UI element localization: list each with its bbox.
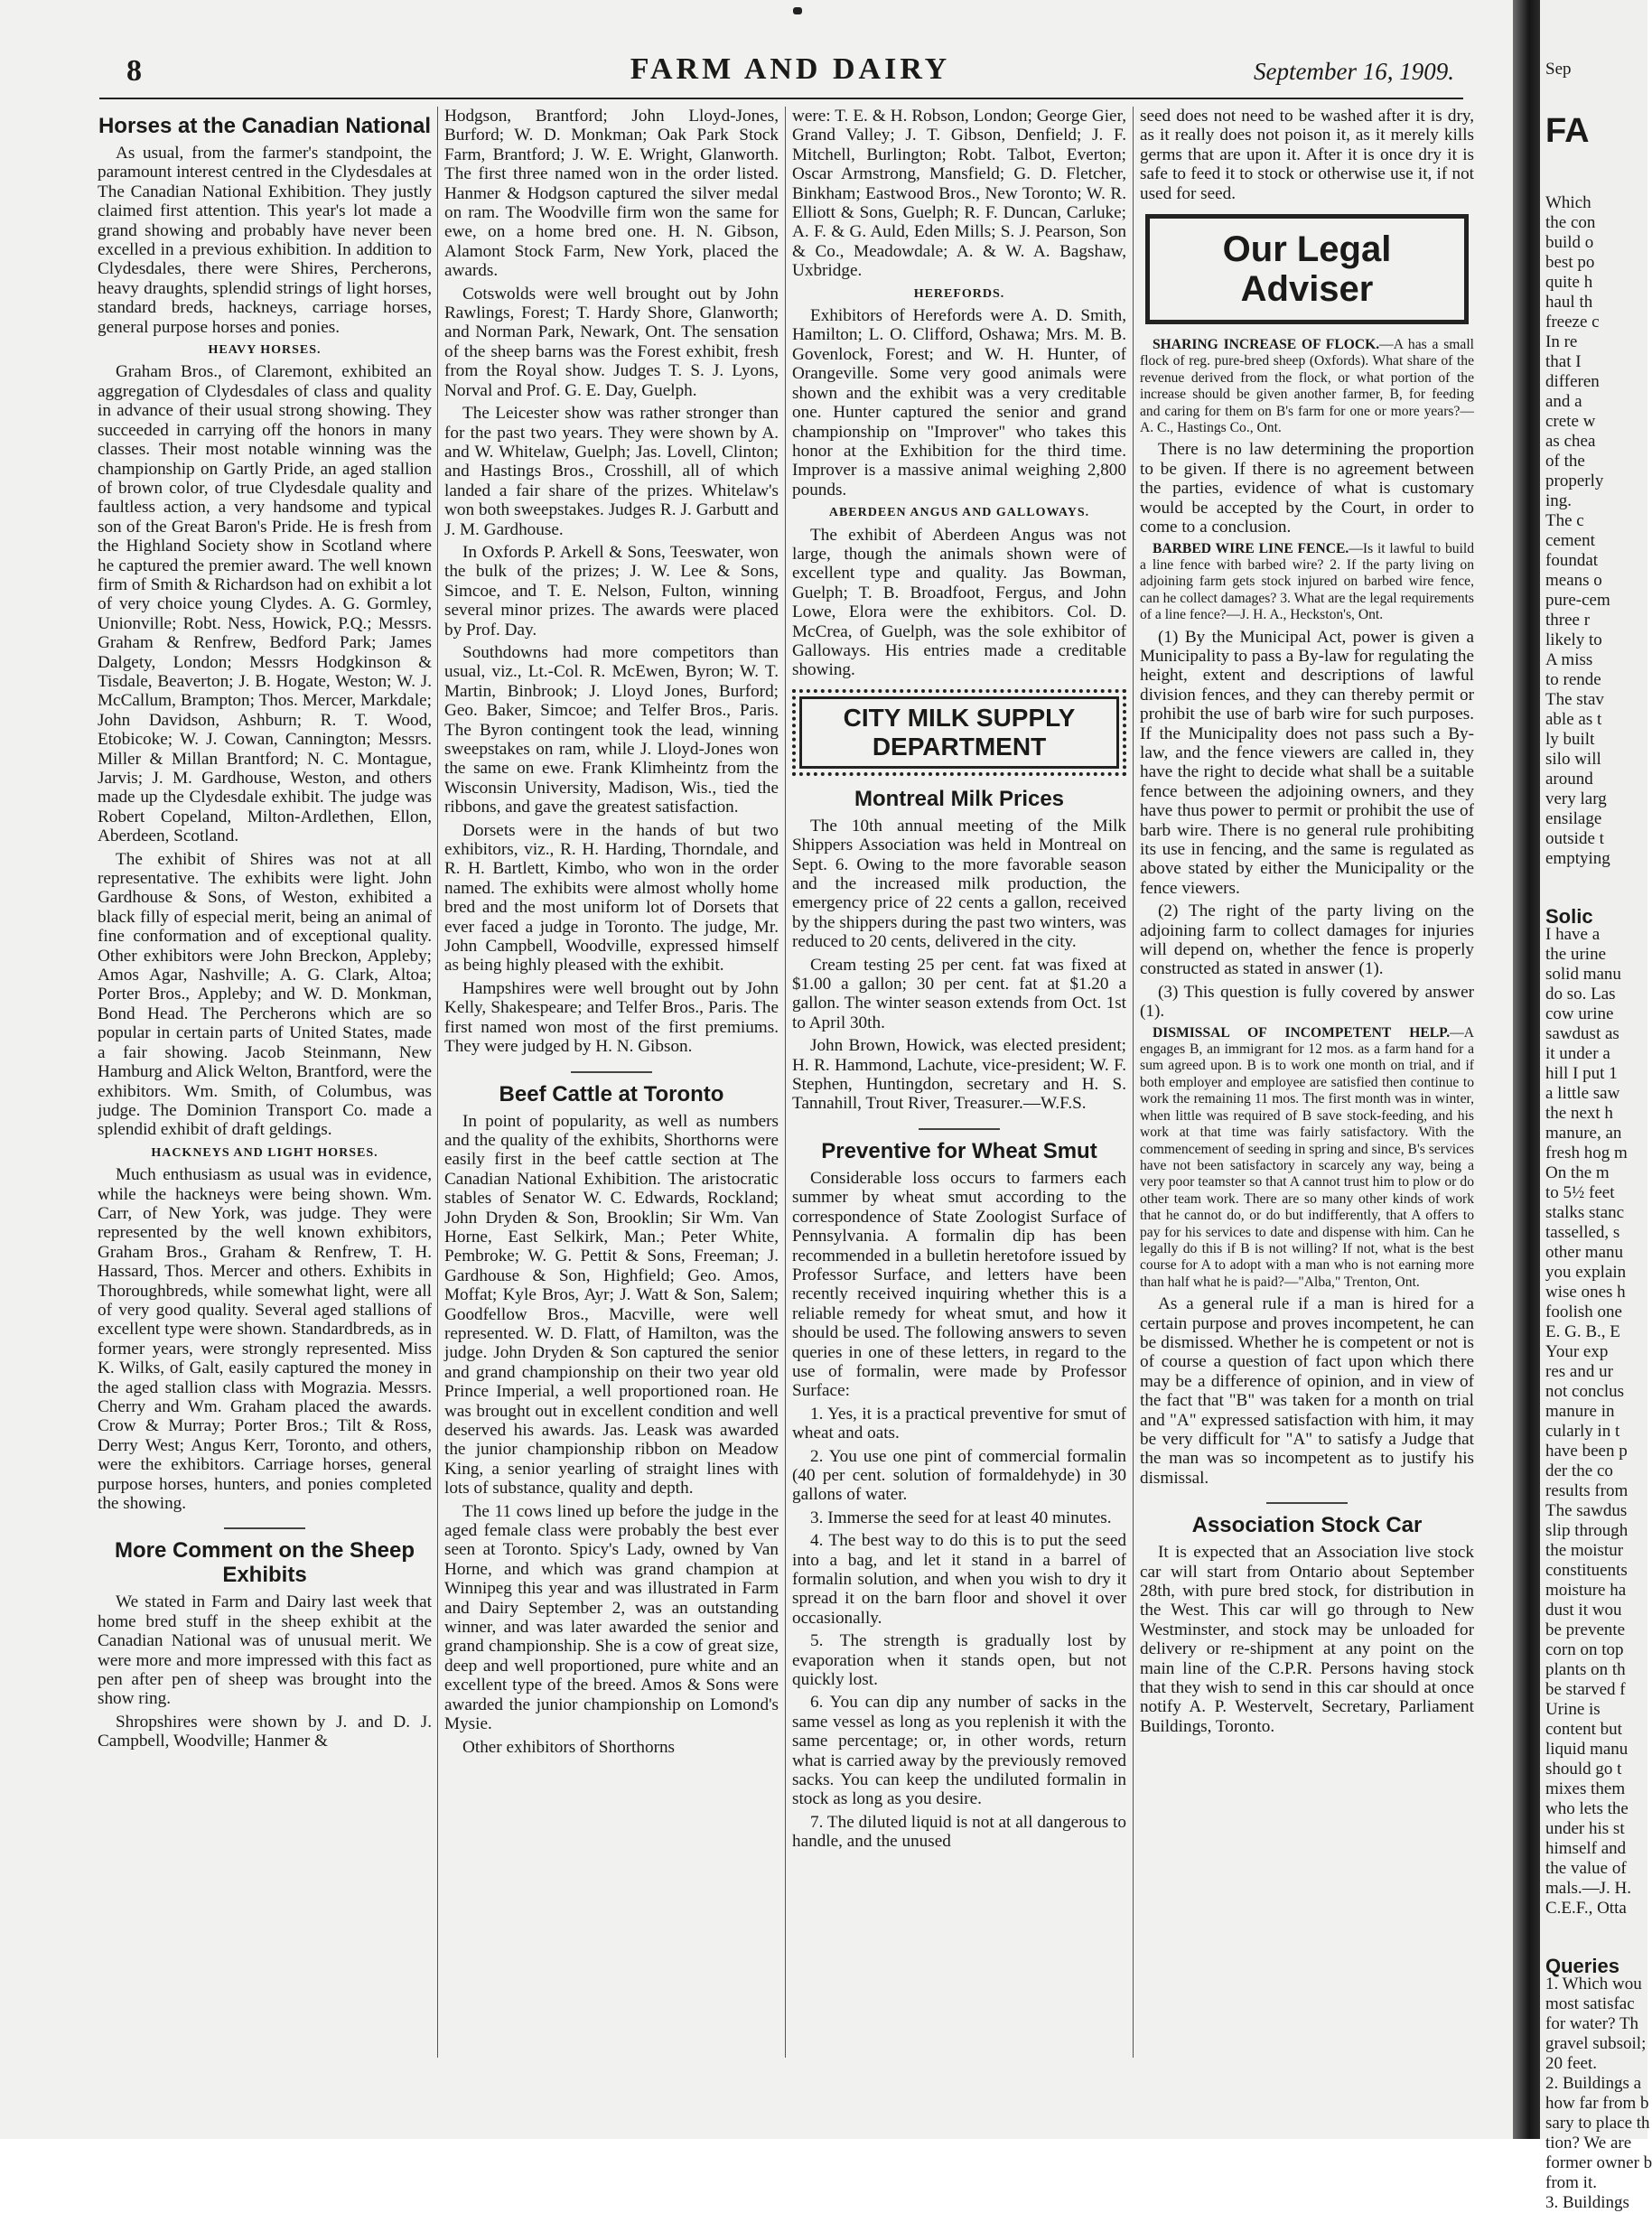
adjacent-page-line: the con [1545,213,1596,232]
adjacent-page-line: Queries [1545,1955,1619,1977]
column-1 [98,107,432,2067]
subheading: ABERDEEN ANGUS AND GALLOWAYS. [828,506,1090,520]
paragraph: were: T. E. & H. Robson, London; George Gier, Grand Valley; J. T. Gibson, Denfield; J. F. Mitchell, Burlington; Robt. Talbot, Everton; Oscar Armstrong, Mansfield; G. D. Fletcher, Binkham; Eastwood Bros., New Toronto; W. R. Elliott & Sons, Guelph; R. F. Duncan, Carluke; A. F. & G. Auld, Eden Mills; S. J. Pearson, Son & Co., Meadowdale; A. & W. A. Bagshaw, Uxbridge. [792,107,1126,281]
adjacent-page-line: sawdust as [1545,1024,1619,1043]
section-rule [919,1128,1000,1130]
masthead: FARM AND DAIRY [630,52,951,86]
paragraph: The 10th annual meeting of the Milk Shippers Association was held in Montreal on Sept. 6. Owing to the more favorable season and the increased milk production, the emergency price of 22 cents a gallon, received by the shippers during the past two winters, was reduced to 20 cents, delivered in the city. [792,816,1126,952]
legal-query [1140,541,1474,624]
legal-query [1140,337,1474,436]
adjacent-page-line: ing. [1545,491,1573,510]
adjacent-page-line: manure in [1545,1402,1615,1421]
adjacent-page-line: other manu [1545,1243,1624,1262]
adjacent-page-line: be starved f [1545,1680,1626,1699]
article-title: Beef Cattle at Toronto [499,1081,724,1106]
paragraph: The 11 cows lined up before the judge in the aged female class were probably the best ever seen at Toronto. Spicy's Lady, owned by Van Horne, and which was grand champion at Winnipeg this year and was illustrated in Farm and Dairy September 2, was an outstanding winner, and was later awarded the senior and grand championship. She is a cow of great size, deep and well proportioned, pure white and an excellent type of the breed. Amos & Sons were awarded the junior championship on Lomond's Mysie. [444,1501,779,1734]
adjacent-page-line: three r [1545,611,1591,630]
adjacent-page-line: be prevente [1545,1620,1626,1639]
query-text: —A has a small flock of reg. pure-bred sheep (Oxfords). What share of the revenue derived from the flock, or what portion of the increase should be given another farmer, B, for feeding and caring for them on B's farm for one or more years?—A. C., Hastings Co., Ont. [1140,337,1474,436]
department-banner: Our Legal Adviser [1145,214,1469,324]
adjacent-page-line: The sawdus [1545,1501,1628,1520]
answer: 7. The diluted liquid is not at all dangerous to handle, and the unused [792,1812,1126,1852]
paragraph: Cotswolds were well brought out by John Rawlings, Forest; T. Hardy Shore, Glanworth; and Norman Park, Newark, Ont. The sensation of the sheep barns was the Forest exhibit, fresh from the Royal show. Judges T. S. J. Lyons, Norval and Prof. G. E. Day, Guelph. [444,284,779,400]
adjacent-page-line: former owner b [1545,2153,1652,2172]
answer: 1. Yes, it is a practical preventive for smut of wheat and oats. [792,1404,1126,1443]
adjacent-page-line: On the m [1545,1163,1610,1182]
adjacent-page-line: cement [1545,531,1595,550]
paragraph: The exhibit of Shires was not at all representative. The exhibits were light. John Gardhouse & Sons, of Weston, exhibited a black filly of especial merit, being an animal of fine conformation and of exceptional quality. Other exhibitors were John Breckon, Appleby; Amos Agar, Nashville; A. G. Clark, Altoa; Porter Bros., Appleby; and W. D. Monkman, Bond Head. The Percherons which are so popular in certain parts of United States, made a fair showing. Jacob Steinmann, New Hamburg and Alick Welton, Brantford, were the exhibitors. Wm. Smith, of Columbus, was judge. The Dominion Transport Co. made a splendid exhibit of draft geldings. [98,849,432,1140]
adjacent-page-line: cularly in t [1545,1422,1620,1441]
paragraph: Dorsets were in the hands of but two exhibitors, viz., R. H. Harding, Thorndale, and R. H. Bartlett, Kimbo, who won in the order named. The exhibits were almost wholly home bred and the most uniform lot of Dorsets that ever faced a judge in Toronto. The judge, Mr. John Campbell, Woodville, expressed himself as being highly pleased with the exhibit. [444,820,779,976]
adjacent-page-line: 3. Buildings [1545,2193,1629,2212]
subheading: HEAVY HORSES. [208,343,322,358]
adjacent-page-line: have been p [1545,1442,1628,1461]
paragraph: Much enthusiasm as usual was in evidence, while the hackneys were being shown. Wm. Carr, of New York, was judge. They were represented by the well known exhibitors, Graham Bros., Graham & Renfrew, T. H. Hassard, Thos. Mercer and others. Exhibits in Thoroughbreds, while somewhat light, were all of very good quality. Several aged stallions of excellent type were shown. Standardbreds, as in former years, were strongly represented. Miss K. Wilks, of Galt, easily captured the money in the aged stallion class with Mograzia. Messrs. Cherry and Wm. Graham placed the awards. Crow & Murray; Porter Bros.; Tilt & Ross, Derry West; Angus Kerr, Toronto, and others, were the exhibitors. Carriage horses, general purpose horses, hunters, and ponies completed the showing. [98,1165,432,1514]
adjacent-page-line: emptying [1545,849,1610,868]
adjacent-page-line: Urine is [1545,1700,1601,1719]
adjacent-page-line: outside t [1545,829,1604,848]
adjacent-page-line: foolish one [1545,1303,1622,1321]
query-title: BARBED WIRE LINE FENCE. [1153,540,1349,556]
paragraph: The exhibit of Aberdeen Angus was not large, though the animals shown were of excellent type and quality. Jas Bowman, Guelph; T. B. Broadfoot, Fergus, and John Lowe, Elora were the exhibitors. Col. D. McCrea, of Guelph, was the sole exhibitor of Galloways. His entries made a creditable showing. [792,525,1126,680]
paragraph: seed does not need to be washed after it is dry, as it really does not poison it, as it merely kills germs that are upon it. After it is once dry it is safe to feed it to stock or otherwise use it, if not used for seed. [1140,107,1474,203]
adjacent-page-line: fresh hog m [1545,1144,1628,1163]
column-3 [792,107,1126,2067]
adjacent-page-line: not conclus [1545,1382,1625,1401]
paragraph: In point of popularity, as well as numbers and the quality of the exhibits, Shorthorns were easily first in the beef cattle section at The Canadian National Exhibition. The aristocratic stables of Senator W. C. Edwards, Rockland; John Dryden & Son, Brooklin; Sir Wm. Van Horne, East Selkirk, Man.; Peter White, Pembroke; W. G. Pettit & Sons, Freeman; J. Gardhouse & Son, Highfield; Geo. Amos, Moffat; Kyle Bros, Ayr; J. Watt & Son, Salem; Goodfellow Bros., Macville, were well represented. W. D. Flatt, of Hamilton, was the judge. John Dryden & Son captured the senior and grand championship on their two year old Prince Imperial, a well proportioned roan. He was brought out in excellent condition and well deserved his awards. Jas. Leask was awarded the junior championship ribbon on Meadow King, a senior yearling of straight lines with lots of substance, quality and depth. [444,1111,779,1499]
adjacent-page-line: means o [1545,571,1602,590]
paragraph: Southdowns had more competitors than usual, viz., Lt.-Col. R. McEwen, Byron; W. T. Martin, Binbrook; J. Lloyd Jones, Burford; Geo. Baker, Simcoe; and Telfer Bros., Paris. The Byron contingent took the lead, winning sweepstakes on ram, while J. Lloyd-Jones won the same on ewe. Frank Klimheintz from the Wisconsin University, Madison, Wis., tied the ribbons, and gave the greatest satisfaction. [444,642,779,817]
adjacent-page-line: best po [1545,253,1595,272]
adjacent-page-line: the value of [1545,1859,1627,1878]
adjacent-page-line: from it. [1545,2173,1597,2192]
query-title: DISMISSAL OF INCOMPETENT HELP. [1153,1024,1451,1041]
adjacent-page-line: and a [1545,392,1582,411]
answer: 3. Immerse the seed for at least 40 minutes. [810,1508,1112,1527]
adjacent-page-line: 1. Which wou [1545,1975,1642,1994]
adjacent-page-line: mals.—J. H. [1545,1879,1631,1898]
answer: 5. The strength is gradually lost by evaporation when it stands open, but not quickly lost. [792,1631,1126,1690]
adjacent-page-line: to rende [1545,670,1601,689]
adjacent-page-line: silo will [1545,750,1601,769]
answer: (1) By the Municipal Act, power is given a Municipality to pass a By-law for regulating the height, extent and descriptions of lawful division fences, and they can thereby permit or prohibit the use of barb wire for such purposes. If the Municipality does not pass such a By-law, and the fence viewers are called in, they have the right to decide what shall be a suitable fence between the adjoining owners, and they have thus power to permit or prohibit the use of barb wire. There is no general rule prohibiting its use in fencing, and the same is regulated as above stated by either the Municipality or the fence viewers. [1140,627,1474,898]
section-rule [1266,1502,1348,1504]
query-text: —Is it lawful to build a line fence with barbed wire? 2. If the party living on adjoining farm gets stock injured on barbed wire fence, can he collect damages? 3. What are the legal requirements of a line fence?—J. H. A., Heckston's, Ont. [1140,540,1475,623]
article-title: Association Stock Car [1191,1513,1423,1538]
paragraph: Hodgson, Brantford; John Lloyd-Jones, Burford; W. D. Monkman; Oak Park Stock Farm, Brantford; J. W. E. Wright, Glanworth. The first three named won in the order listed. Hanmer & Hodgson captured the silver medal on ram. The Woodville firm won the same for ewe, on a home bred one. H. N. Gibson, Alamont Stock Farm, New York, placed the awards. [444,107,779,281]
adjacent-page-line: liquid manu [1545,1740,1629,1759]
section-rule [571,1071,652,1073]
adjacent-page-line: der the co [1545,1461,1613,1480]
adjacent-page-line: res and ur [1545,1362,1613,1381]
paragraph: Other exhibitors of Shorthorns [462,1737,676,1757]
article-title: More Comment on the Sheep Exhibits [114,1538,415,1588]
adjacent-page-line: the urine [1545,945,1607,964]
answer: 4. The best way to do this is to put the seed into a bag, and let it stand in a barrel of formalin solution, and when you wish to dry it spread it on the barn floor and shovel it over occasionally. [792,1531,1126,1628]
adjacent-page-line: haul th [1545,293,1593,312]
adjacent-page-line: cow urine [1545,1004,1614,1023]
adjacent-page-line: E. G. B., E [1545,1322,1620,1341]
column-4 [1140,107,1474,2067]
adjacent-page-line: under his st [1545,1819,1625,1838]
query-title: SHARING INCREASE OF FLOCK. [1153,337,1380,353]
paragraph: As usual, from the farmer's standpoint, the paramount interest centred in the Clydesdales at The Canadian National Exhibition. They justly claimed first attention. This year's lot made a grand showing and probably have never been excelled in a previous exhibition. In addition to Clydesdales, there were Shires, Percherons, heavy draughts, splendid strings of light horses, standard breds, hackneys, carriage horses, general purpose horses and ponies. [98,144,432,337]
adjacent-page-line: FA [1545,112,1590,150]
article-title: Horses at the Canadian National [98,114,432,138]
adjacent-page-line: slip through [1545,1521,1629,1540]
answer: (2) The right of the party living on the adjoining farm to collect damages for injuries will depend on, whether the fence is properly constructed as stated in answer (1). [1140,901,1474,979]
legal-query [1140,1025,1474,1292]
adjacent-page-line: stalks stanc [1545,1203,1625,1222]
paragraph: Exhibitors of Herefords were A. D. Smith, Hamilton; L. O. Clifford, Oshawa; Mrs. M. B. Govenlock, Forest; and W. H. Hunter, of Orangeville. Some very good animals were shown and the exhibit was a very creditable one. Hunter captured the senior and grand championship on "Improver" who takes this honor at the Exhibition for the third time. Improver is a massive animal weighing 2,800 pounds. [792,306,1126,500]
adjacent-page-line: the moistur [1545,1541,1624,1560]
adjacent-page-line: gravel subsoil; [1545,2034,1647,2053]
adjacent-page-line: as chea [1545,432,1596,451]
adjacent-page-line: himself and [1545,1839,1627,1858]
adjacent-page-line: Your exp [1545,1342,1609,1361]
adjacent-page-line: build o [1545,233,1594,252]
page-number: 8 [126,54,142,88]
adjacent-page-line: mixes them [1545,1779,1626,1798]
adjacent-page-line: freeze c [1545,313,1600,331]
column-2 [444,107,779,2067]
paragraph: Graham Bros., of Claremont, exhibited an aggregation of Clydesdales of class and quality in advance of their usual strong showing. They succeeded in carrying off the honors in many classes. Their most notable winning was the championship on Gartly Pride, an aged stallion of brown color, of true Clydesdale quality and faultless action, a very handsome and typical son of the Great Baron's Pride. He is fresh from the Highland Society show in Scotland where he captured the premier award. The well known firm of Smith & Richardson had on exhibit a lot of very choice young Clydes. A. G. Gormley, Unionville; Robt. Ness, Howick, P.Q.; Messrs. Graham & Renfrew, Bedford Park; James Dalgety, London; Messrs Hodgkinson & Tisdale, Beaverton; J. B. Hogate, Weston; W. J. McCallum, Brampton; Thos. Mercer, Markdale; John Davidson, Ashburn; R. T. Wood, Etobicoke; W. J. Cowan, Cannington; Messrs. Miller & Millan Brantford; N. C. Montague, Jarvis; J. M. Gardhouse, Weston, and others made up the Clydesdale exhibit. The judge was Robert Copeland, Milton-Ardlethen, Ellon, Aberdeen, Scotland. [98,362,432,846]
department-banner: CITY MILK SUPPLY DEPARTMENT [792,689,1126,776]
adjacent-page-line: A miss [1545,650,1593,669]
adjacent-page-line: it under a [1545,1044,1610,1063]
article-title: Preventive for Wheat Smut [821,1138,1097,1163]
adjacent-page-line: you explain [1545,1263,1627,1282]
adjacent-page-line: for water? Th [1545,2014,1639,2033]
answer: As a general rule if a man is hired for a certain purpose and proves incompetent, he can be dismissed. Whether he is competent or not is of course a question of fact upon which there may be a difference of opinion, and in view of the fact that "B" was taken for a month on trial and "A" expressed satisfaction with him, it may be very difficult for "A" to satisfy a Judge that the man was so incompetent as to justify his dismissal. [1140,1294,1474,1488]
adjacent-page-line: 2. Buildings a [1545,2074,1642,2093]
adjacent-page-line: In re [1545,332,1578,351]
adjacent-page-line: who lets the [1545,1799,1629,1818]
paragraph: It is expected that an Association live stock car will start from Ontario about September 28th, with pure bred stock, for distribution in the West. This car will go through to New Westminster, and stock may be unloaded for delivery or re-shipment at any point on the main line of the C.P.R. Persons having stock that they wish to send in this car should at once notify A. P. Westervelt, Secretary, Parliament Buildings, Toronto. [1140,1543,1474,1736]
adjacent-page-line: the next h [1545,1104,1613,1123]
article-title: Montreal Milk Prices [854,786,1065,811]
paragraph: We stated in Farm and Dairy last week that home bred stuff in the sheep exhibit at the Canadian National was of unusual merit. We were more and more impressed with this fact as pen after pen of sheep was brought into the show ring. [98,1592,432,1709]
adjacent-page-line: 20 feet. [1545,2054,1597,2073]
adjacent-page-line: around [1545,770,1593,789]
adjacent-page-line: quite h [1545,273,1593,292]
answer: (3) This question is fully covered by answer (1). [1140,982,1474,1022]
page-gutter [1513,0,1540,2139]
page-header [126,52,1454,90]
adjacent-page-line: crete w [1545,412,1596,431]
adjacent-page-line: content but [1545,1720,1622,1739]
adjacent-page-line: to 5½ feet [1545,1183,1615,1202]
adjacent-page-line: properly [1545,472,1604,490]
adjacent-page-line: of the [1545,452,1585,471]
adjacent-page-line: The c [1545,511,1584,530]
adjacent-page-line: The stav [1545,690,1604,709]
adjacent-page-line: Sep [1545,60,1572,79]
paragraph: The Leicester show was rather stronger than for the past two years. They were shown by A. and W. Whitelaw, Guelph; Jas. Lovell, Clinton; and Hastings Bros., Crosshill, all of which landed a fair share of the prizes. Whitelaw's won both sweepstakes. Judges R. J. Garbutt and J. M. Gardhouse. [444,404,779,539]
paragraph: Cream testing 25 per cent. fat was fixed at $1.00 a gallon; 30 per cent. fat at $1.20 a gallon. The winter season extends from Oct. 1st to April 30th. [792,955,1126,1032]
answer: 6. You can dip any number of sacks in the same vessel as long as you replenish it with the same percentage; or, in other words, return what is carried away by the previously removed sacks. You can keep the undiluted formalin in stock as long as you desire. [792,1693,1126,1809]
paragraph: In Oxfords P. Arkell & Sons, Teeswater, won the bulk of the prizes; J. W. Lee & Sons, Simcoe, and T. E. Nelson, Fulton, winning several minor prizes. The awards were placed by Prof. Day. [444,542,779,640]
column-divider [1133,107,1134,2058]
adjacent-page-line: solid manu [1545,965,1621,984]
adjacent-page-line: plants on th [1545,1660,1626,1679]
adjacent-page-line: Solic [1545,905,1593,928]
adjacent-page-line: that I [1545,352,1582,371]
header-rule [99,98,1463,99]
adjacent-page-line: results from [1545,1481,1629,1500]
adjacent-page-line: corn on top [1545,1640,1624,1659]
adjacent-page-line: constituents [1545,1561,1628,1580]
subheading: HACKNEYS AND LIGHT HORSES. [151,1145,378,1160]
adjacent-page-line: I have a [1545,925,1601,944]
paragraph: John Brown, Howick, was elected president; H. R. Hammond, Lachute, vice-president; W. F. Stephen, Huntingdon, secretary and H. S. Tannahill, Trout River, Treasurer.—W.F.S. [792,1036,1126,1114]
adjacent-page-line: how far from b [1545,2094,1649,2113]
adjacent-page-line: ly built [1545,730,1595,749]
adjacent-page-line: likely to [1545,630,1602,649]
column-divider [437,107,438,2058]
adjacent-page-line: pure-cem [1545,591,1610,610]
adjacent-page-line: most satisfac [1545,1994,1635,2013]
adjacent-page-line: C.E.F., Otta [1545,1899,1627,1918]
adjacent-page-line: hill I put 1 [1545,1064,1618,1083]
adjacent-page-line: should go t [1545,1760,1622,1779]
adjacent-page-line: tion? We are [1545,2134,1632,2152]
adjacent-page-line: dust it wou [1545,1601,1622,1620]
paragraph: Considerable loss occurs to farmers each summer by wheat smut according to the correspondence of State Zoologist Surface of Pennsylvania. A formalin dip has been recommended in a bulletin heretofore issued by Professor Surface, and letters have been recently received inquiring whether this is a reliable remedy for wheat smut, and how it should be used. The following answers to seven queries in one of these letters, in regard to the use of formalin, were made by Professor Surface: [792,1168,1126,1401]
adjacent-page-line: a little saw [1545,1084,1620,1103]
query-text: —A engages B, an immigrant for 12 mos. as a farm hand for a sum agreed upon. B is to work one month on trial, and if both employer and employee are satisfied then continue to work the remaining 11 mos. The first month was in winter, when little was required of B save stock-feeding, and his work at that time was fairly satisfactory. With the commencement of seeding in spring and since, B's services have not been satisfactory in scarcely any way, being a very poor teamster so that A cannot trust him to plow or do other team work. There are so many other kinds of work that he cannot do, or do but indifferently, that A offers to pay for his services to date and dispense with him. Can he legally do this if B is not willing? If not, what is the best course for A to adopt with a man who is not earning more than half what he is paid?—"Alba," Trenton, Ont. [1140,1024,1474,1290]
adjacent-page-line: differen [1545,372,1600,391]
adjacent-page-line: ensilage [1545,809,1602,828]
column-divider [785,107,786,2058]
subheading: HEREFORDS. [913,286,1005,301]
adjacent-page-line: very larg [1545,789,1607,808]
adjacent-page-line: tasselled, s [1545,1223,1620,1242]
issue-date: September 16, 1909. [1254,58,1454,85]
scan-artifact [793,7,802,14]
adjacent-page-line: sary to place th [1545,2114,1650,2133]
adjacent-page-line: able as t [1545,710,1602,729]
adjacent-page-line: foundat [1545,551,1599,570]
section-rule [224,1527,305,1529]
paragraph: Shropshires were shown by J. and D. J. Campbell, Woodville; Hanmer & [98,1712,432,1751]
adjacent-page-line: do so. Las [1545,985,1616,1004]
answer: There is no law determining the proportion to be given. If there is no agreement between the parties, evidence of what is customary would be accepted by the Court, in order to come to a conclusion. [1140,440,1474,537]
adjacent-page-line: wise ones h [1545,1283,1626,1302]
adjacent-page-edge [1540,0,1652,2212]
adjacent-page-line: moisture ha [1545,1581,1627,1600]
adjacent-page-line: manure, an [1545,1124,1622,1143]
adjacent-page-line: Which [1545,193,1591,212]
paragraph: Hampshires were well brought out by John Kelly, Shakespeare; and Telfer Bros., Paris. The first named won most of the first premiums. They were judged by H. N. Gibson. [444,978,779,1057]
answer: 2. You use one pint of commercial formalin (40 per cent. solution of formaldehyde) in 30 gallons of water. [792,1446,1126,1505]
